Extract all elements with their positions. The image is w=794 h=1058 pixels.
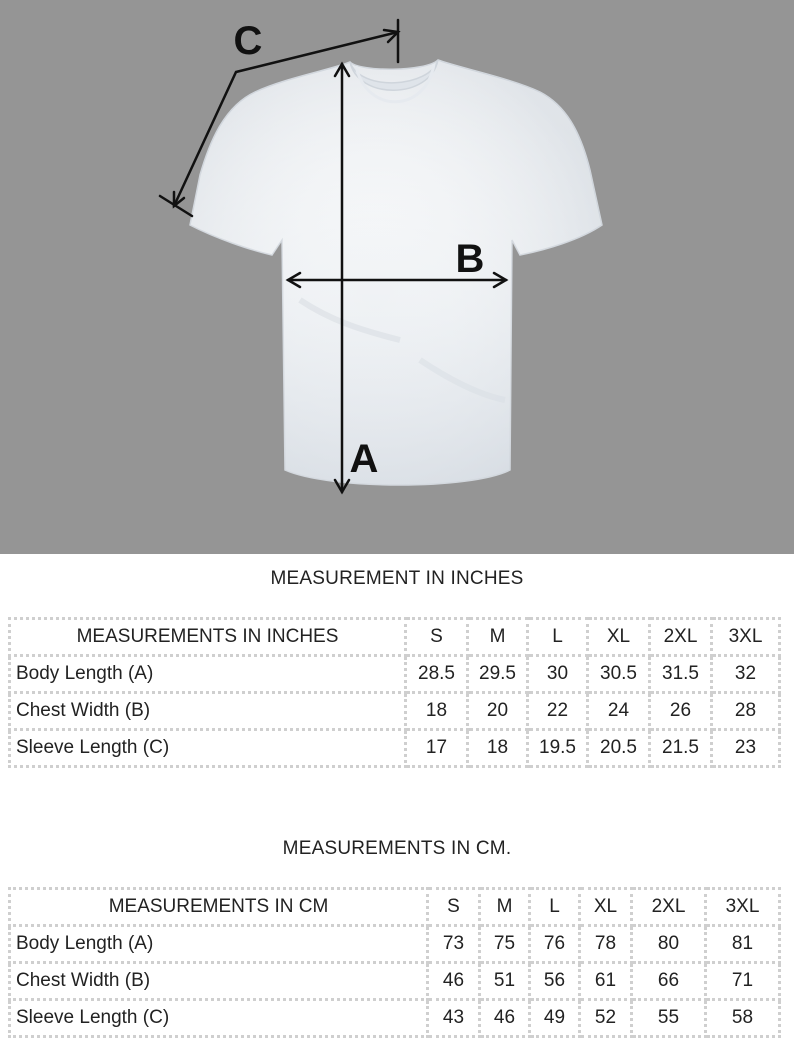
measurement-label: Sleeve Length (C) bbox=[10, 1000, 428, 1037]
measurement-value: 18 bbox=[468, 730, 528, 767]
size-header-cell: XL bbox=[580, 889, 632, 926]
size-header-cell: S bbox=[406, 619, 468, 656]
size-header-cell: L bbox=[528, 619, 588, 656]
measurement-value: 26 bbox=[650, 693, 712, 730]
size-header-cell: M bbox=[468, 619, 528, 656]
tshirt-shape bbox=[190, 60, 602, 485]
size-header-cell: L bbox=[530, 889, 580, 926]
table-row bbox=[10, 926, 780, 963]
table-header-row bbox=[10, 619, 780, 656]
measurement-value: 75 bbox=[480, 926, 530, 963]
measurement-value: 71 bbox=[706, 963, 780, 1000]
measurement-value: 58 bbox=[706, 1000, 780, 1037]
size-header-cell: 3XL bbox=[712, 619, 780, 656]
measurement-value: 30 bbox=[528, 656, 588, 693]
inches-section-title: MEASUREMENT IN INCHES bbox=[270, 568, 524, 589]
label-b: B bbox=[455, 237, 485, 281]
measurement-value: 52 bbox=[580, 1000, 632, 1037]
table-row bbox=[10, 693, 780, 730]
measurement-value: 18 bbox=[406, 693, 468, 730]
measurement-value: 20 bbox=[468, 693, 528, 730]
table-header-label: MEASUREMENTS IN CM bbox=[10, 889, 428, 926]
measurement-value: 66 bbox=[632, 963, 706, 1000]
measurement-value: 61 bbox=[580, 963, 632, 1000]
measurement-value: 29.5 bbox=[468, 656, 528, 693]
table-header-row bbox=[10, 889, 780, 926]
size-header-cell: 3XL bbox=[706, 889, 780, 926]
measurement-label: Body Length (A) bbox=[10, 656, 406, 693]
table-row bbox=[10, 1000, 780, 1037]
measurement-value: 46 bbox=[480, 1000, 530, 1037]
cm-section-title: MEASUREMENTS IN CM. bbox=[282, 838, 512, 859]
measurement-value: 28 bbox=[712, 693, 780, 730]
measurement-value: 51 bbox=[480, 963, 530, 1000]
table-row bbox=[10, 730, 780, 767]
measurement-value: 28.5 bbox=[406, 656, 468, 693]
measurement-value: 81 bbox=[706, 926, 780, 963]
measurement-value: 49 bbox=[530, 1000, 580, 1037]
measurement-value: 24 bbox=[588, 693, 650, 730]
measurement-value: 19.5 bbox=[528, 730, 588, 767]
measurement-value: 22 bbox=[528, 693, 588, 730]
measurement-label: Body Length (A) bbox=[10, 926, 428, 963]
measurement-label: Chest Width (B) bbox=[10, 693, 406, 730]
table-row bbox=[10, 656, 780, 693]
measurement-value: 46 bbox=[428, 963, 480, 1000]
measurement-value: 73 bbox=[428, 926, 480, 963]
table-header-label: MEASUREMENTS IN INCHES bbox=[10, 619, 406, 656]
measurement-value: 30.5 bbox=[588, 656, 650, 693]
size-header-cell: M bbox=[480, 889, 530, 926]
cm-size-table bbox=[8, 887, 781, 1038]
measurement-label: Sleeve Length (C) bbox=[10, 730, 406, 767]
measurement-value: 23 bbox=[712, 730, 780, 767]
measurement-value: 43 bbox=[428, 1000, 480, 1037]
size-header-cell: 2XL bbox=[632, 889, 706, 926]
measurement-value: 31.5 bbox=[650, 656, 712, 693]
measurement-value: 20.5 bbox=[588, 730, 650, 767]
size-header-cell: XL bbox=[588, 619, 650, 656]
measurement-value: 80 bbox=[632, 926, 706, 963]
measurement-value: 56 bbox=[530, 963, 580, 1000]
measurement-value: 21.5 bbox=[650, 730, 712, 767]
measurement-value: 17 bbox=[406, 730, 468, 767]
label-c: C bbox=[233, 19, 263, 63]
label-a: A bbox=[349, 437, 379, 481]
measurement-value: 76 bbox=[530, 926, 580, 963]
measurement-label: Chest Width (B) bbox=[10, 963, 428, 1000]
measurement-value: 32 bbox=[712, 656, 780, 693]
size-header-cell: 2XL bbox=[650, 619, 712, 656]
measurement-value: 55 bbox=[632, 1000, 706, 1037]
measurement-value: 78 bbox=[580, 926, 632, 963]
inches-size-table bbox=[8, 617, 781, 768]
table-row bbox=[10, 963, 780, 1000]
size-header-cell: S bbox=[428, 889, 480, 926]
